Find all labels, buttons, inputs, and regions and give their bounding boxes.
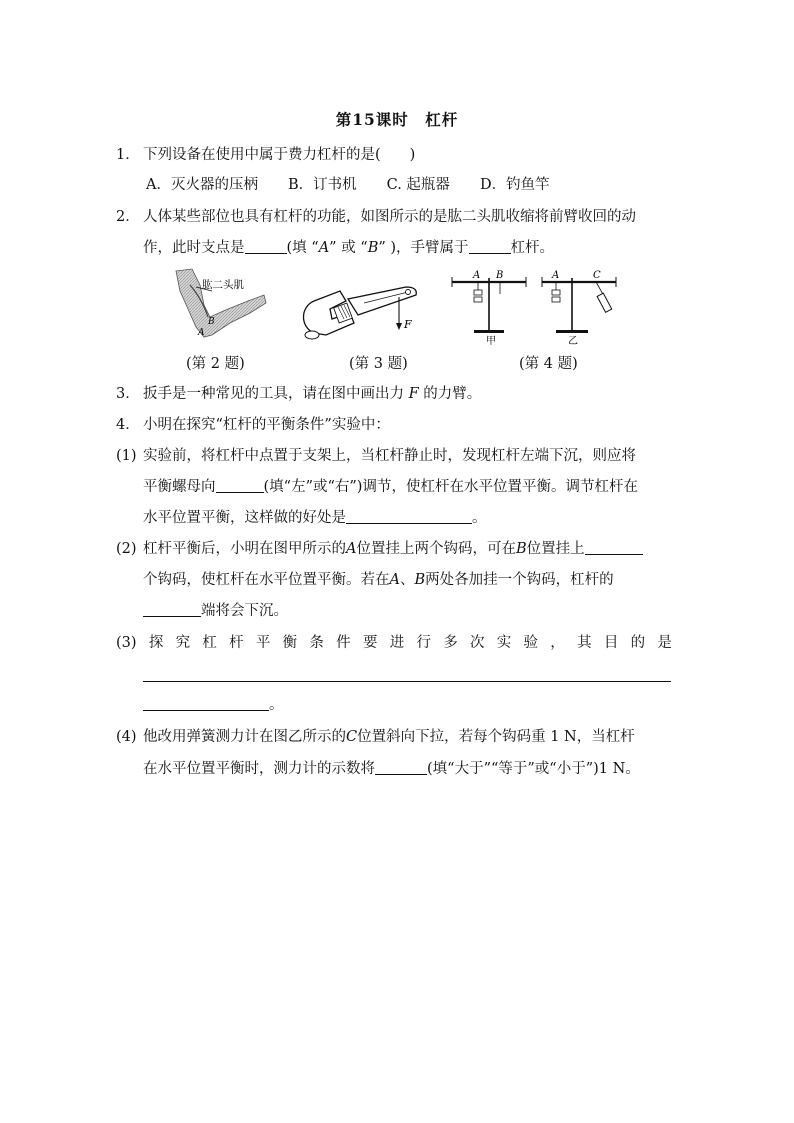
q4-part2-line2: [143, 570, 614, 590]
char: 件: [336, 635, 351, 651]
char: 次: [470, 635, 485, 651]
symbol-a: A: [318, 240, 330, 256]
text: 的力臂。: [418, 386, 482, 402]
lever-jia-label: 甲: [486, 336, 496, 346]
symbol-b: B: [515, 541, 527, 557]
question-2: [116, 207, 636, 227]
part-number: (2): [116, 541, 137, 557]
char: 是: [657, 635, 672, 651]
q4-part1-line3: [143, 508, 487, 528]
lever-jia-point-b: B: [496, 270, 504, 281]
char: ，: [550, 635, 565, 651]
char: 探: [148, 635, 164, 651]
answer-blank-purpose-line2[interactable]: [143, 695, 269, 711]
char: 实: [496, 635, 512, 651]
text: 。: [472, 510, 487, 526]
answer-blank-fulcrum[interactable]: [245, 238, 287, 254]
q4-part3-line1: [116, 633, 672, 653]
page-title: 第15课时 杠杆: [335, 110, 459, 129]
text: 。: [269, 697, 284, 713]
answer-blank-benefit[interactable]: [346, 508, 472, 524]
arm-point-b: B: [208, 317, 215, 327]
text: 实验前，将杠杆中点置于支架上，当杠杆静止时，发现杠杆左端下沉，则应将: [143, 448, 636, 464]
question-stem: 小明在探究“杠杆的平衡条件”实验中：: [143, 417, 390, 433]
question-1-options: [146, 175, 580, 195]
arm-point-a: A: [198, 328, 205, 338]
biceps-label: 肱二头肌: [202, 279, 244, 291]
lever-jia: [452, 270, 526, 346]
text: 作，此时支点是: [143, 240, 245, 256]
question-1: [116, 145, 415, 165]
lever-yi-point-c: C: [593, 270, 601, 281]
answer-blank-hook-count[interactable]: [585, 539, 643, 555]
text: 平衡螺母向: [143, 479, 216, 495]
option-c: C. 起瓶器: [386, 177, 450, 193]
part-number: (1): [116, 448, 137, 464]
caption-question-3: (第 3 题): [349, 356, 408, 372]
question-number: 1．: [116, 147, 140, 163]
char: 行: [416, 635, 431, 651]
text: 在水平位置平衡时，测力计的示数将: [143, 761, 375, 777]
q4-part1-line2: [143, 477, 638, 497]
text: 、: [399, 572, 415, 588]
part-number: (3): [116, 635, 137, 651]
answer-blank-direction[interactable]: [216, 477, 264, 493]
answer-blank-lever-type[interactable]: [469, 238, 511, 254]
text: (填“大于”“等于”或“小于”)1 N。: [427, 761, 640, 777]
char: 进: [389, 635, 405, 651]
q4-part3-line3: [143, 695, 284, 715]
question-4: [116, 415, 390, 435]
text: 两处各加挂一个钩码，杠杆的: [425, 572, 614, 588]
char: 衡: [282, 635, 298, 651]
arm-figure: [168, 265, 268, 347]
text: (填 “: [286, 240, 319, 256]
symbol-b: B: [414, 572, 426, 588]
text: 杠杆平衡后，小明在图甲所示的: [143, 541, 346, 557]
char: 条: [309, 635, 324, 651]
handle-hole: [406, 290, 411, 295]
text: (填“左”或“右”)调节，使杠杆在水平位置平衡。调节杠杆在: [263, 479, 638, 495]
text: 位置斜向下拉，若每个钩码重 1 N，当杠杆: [357, 729, 635, 745]
text: ” )，手臂属于: [378, 240, 469, 256]
caption-question-2: (第 2 题): [186, 356, 245, 372]
caption-question-4: (第 4 题): [519, 356, 578, 372]
symbol-f: F: [408, 386, 419, 402]
force-arrow-head: [396, 323, 402, 330]
symbol-b: B: [367, 240, 379, 256]
char: 究: [175, 635, 191, 651]
char: 多: [443, 635, 458, 651]
char: 杠: [202, 635, 217, 651]
symbol-a: A: [346, 541, 357, 557]
question-number: 4．: [116, 417, 140, 433]
q4-part2-line3: [143, 601, 288, 621]
option-d: D．钓鱼竿: [479, 177, 550, 193]
text: 水平位置平衡，这样做的好处是: [143, 510, 346, 526]
lever-jia-point-a: A: [473, 270, 481, 281]
question-stem: 下列设备在使用中属于费力杠杆的是( ): [143, 147, 416, 163]
q4-part2-line1: [116, 539, 643, 559]
q4-part1-line1: [116, 446, 636, 466]
char: 其: [577, 635, 592, 651]
char: 杆: [229, 635, 244, 651]
text: 端将会下沉。: [201, 603, 288, 619]
char: 目: [603, 635, 619, 651]
option-b: B．订书机: [287, 177, 357, 193]
lever-yi-label: 乙: [568, 336, 578, 346]
lever-figure: [446, 268, 626, 346]
char: 验: [523, 635, 539, 651]
spring-scale: [597, 293, 612, 312]
text: ” 或 “: [329, 240, 368, 256]
text: 他改用弹簧测力计在图乙所示的: [143, 729, 346, 745]
question-number: 3．: [116, 386, 140, 402]
char: 要: [362, 635, 378, 651]
q4-part4-line1: [116, 727, 635, 747]
text: 杠杆。: [510, 240, 555, 256]
option-a: A．灭火器的压柄: [146, 177, 258, 193]
text: 扳手是一种常见的工具，请在图中画出力: [143, 386, 409, 402]
text: 位置挂上两个钩码，可在: [356, 541, 516, 557]
question-3: [116, 384, 481, 404]
lever-yi-point-a: A: [552, 270, 560, 281]
symbol-c: C: [346, 729, 358, 745]
q4-part4-line2: [143, 759, 640, 779]
text: 个钩码，使杠杆在水平位置平衡。若在: [143, 572, 390, 588]
answer-blank-purpose-line1[interactable]: [143, 681, 671, 682]
char: 的: [630, 635, 646, 651]
force-label: F: [404, 318, 412, 331]
question-stem-line1: 人体某些部位也具有杠杆的功能，如图所示的是肱二头肌收缩将前臂收回的动: [143, 209, 636, 225]
answer-blank-reading[interactable]: [375, 759, 427, 775]
wrench-nut: [305, 331, 319, 339]
answer-blank-side[interactable]: [143, 601, 201, 617]
question-number: 2．: [116, 209, 140, 225]
symbol-a: A: [389, 572, 400, 588]
char: 平: [255, 635, 271, 651]
part-number: (4): [116, 729, 137, 745]
wrench-figure: [296, 275, 426, 347]
lever-yi: [542, 270, 616, 346]
question-2-line2: [143, 238, 554, 258]
text: 位置挂上: [526, 541, 585, 557]
